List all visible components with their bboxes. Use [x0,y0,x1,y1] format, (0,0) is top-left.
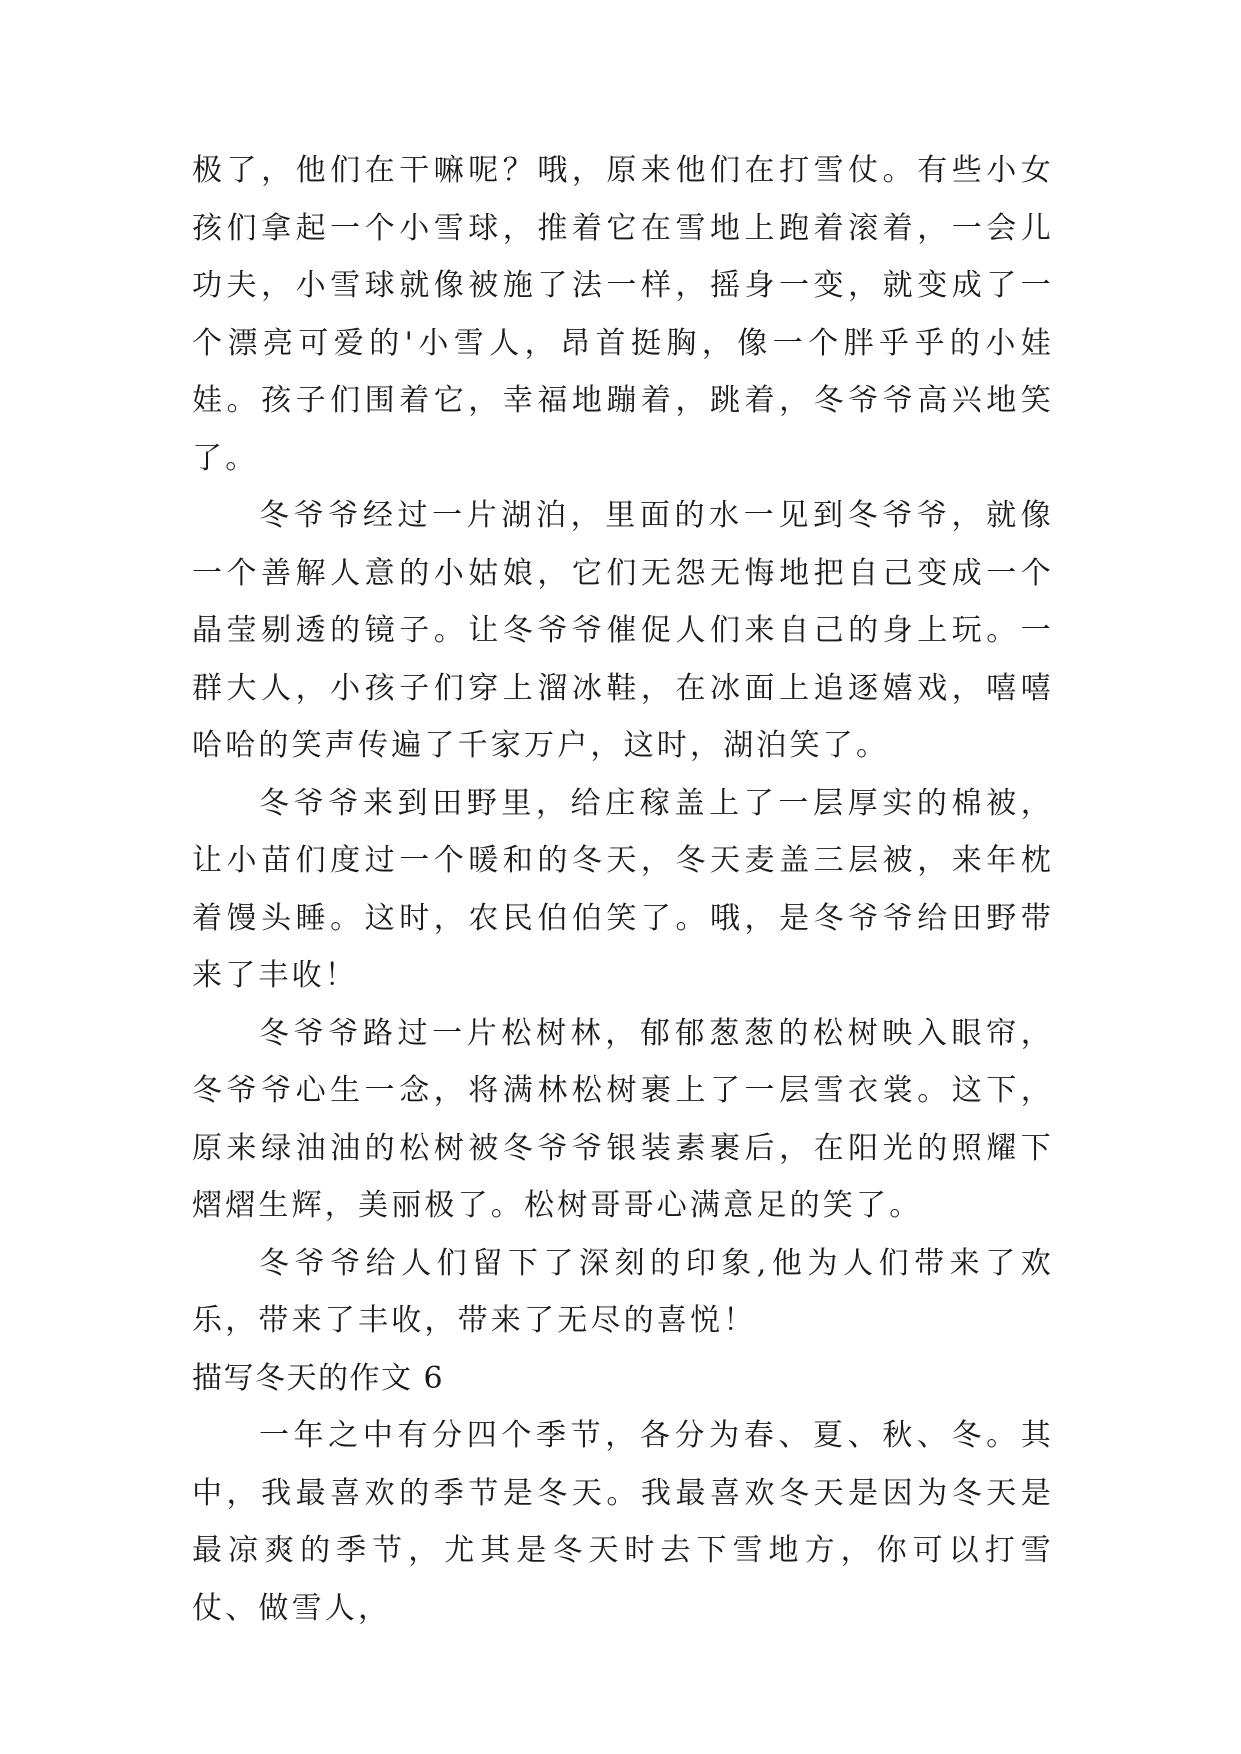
paragraph-pine-forest: 冬爷爷路过一片松树林，郁郁葱葱的松树映入眼帘，冬爷爷心生一念，将满林松树裹上了一层雪衣裳。这下，原来绿油油的松树被冬爷爷银装素裹后，在阳光的照耀下熠熠生辉，美丽极了。松树哥哥心满意足的笑了。 [192,1015,1054,1223]
document-body [192,142,1054,1637]
paragraph-field: 冬爷爷来到田野里，给庄稼盖上了一层厚实的棉被，让小苗们度过一个暖和的冬天，冬天麦盖三层被，来年枕着馒头睡。这时，农民伯伯笑了。哦，是冬爷爷给田野带来了丰收！ [192,785,1054,993]
paragraph-seasons: 一年之中有分四个季节，各分为春、夏、秋、冬。其中，我最喜欢的季节是冬天。我最喜欢冬天是因为冬天是最凉爽的季节，尤其是冬天时去下雪地方，你可以打雪仗、做雪人， [192,1418,1054,1626]
essay-heading: 描写冬天的作文 6 [192,1360,445,1396]
paragraph-lake: 冬爷爷经过一片湖泊，里面的水一见到冬爷爷，就像一个善解人意的小姑娘，它们无怨无悔地把自己变成一个晶莹剔透的镜子。让冬爷爷催促人们来自己的身上玩。一群大人，小孩子们穿上溜冰鞋，在冰面上追逐嬉戏，嘻嘻哈哈的笑声传遍了千家万户，这时，湖泊笑了。 [192,498,1054,763]
paragraph-conclusion: 冬爷爷给人们留下了深刻的印象,他为人们带来了欢乐，带来了丰收，带来了无尽的喜悦！ [192,1245,1054,1338]
paragraph-continuation: 极了，他们在干嘛呢？哦，原来他们在打雪仗。有些小女孩们拿起一个小雪球，推着它在雪地上跑着滚着，一会儿功夫，小雪球就像被施了法一样，摇身一变，就变成了一个漂亮可爱的'小雪人，昂首挺胸，像一个胖乎乎的小娃娃。孩子们围着它，幸福地蹦着，跳着，冬爷爷高兴地笑了。 [192,153,1054,476]
